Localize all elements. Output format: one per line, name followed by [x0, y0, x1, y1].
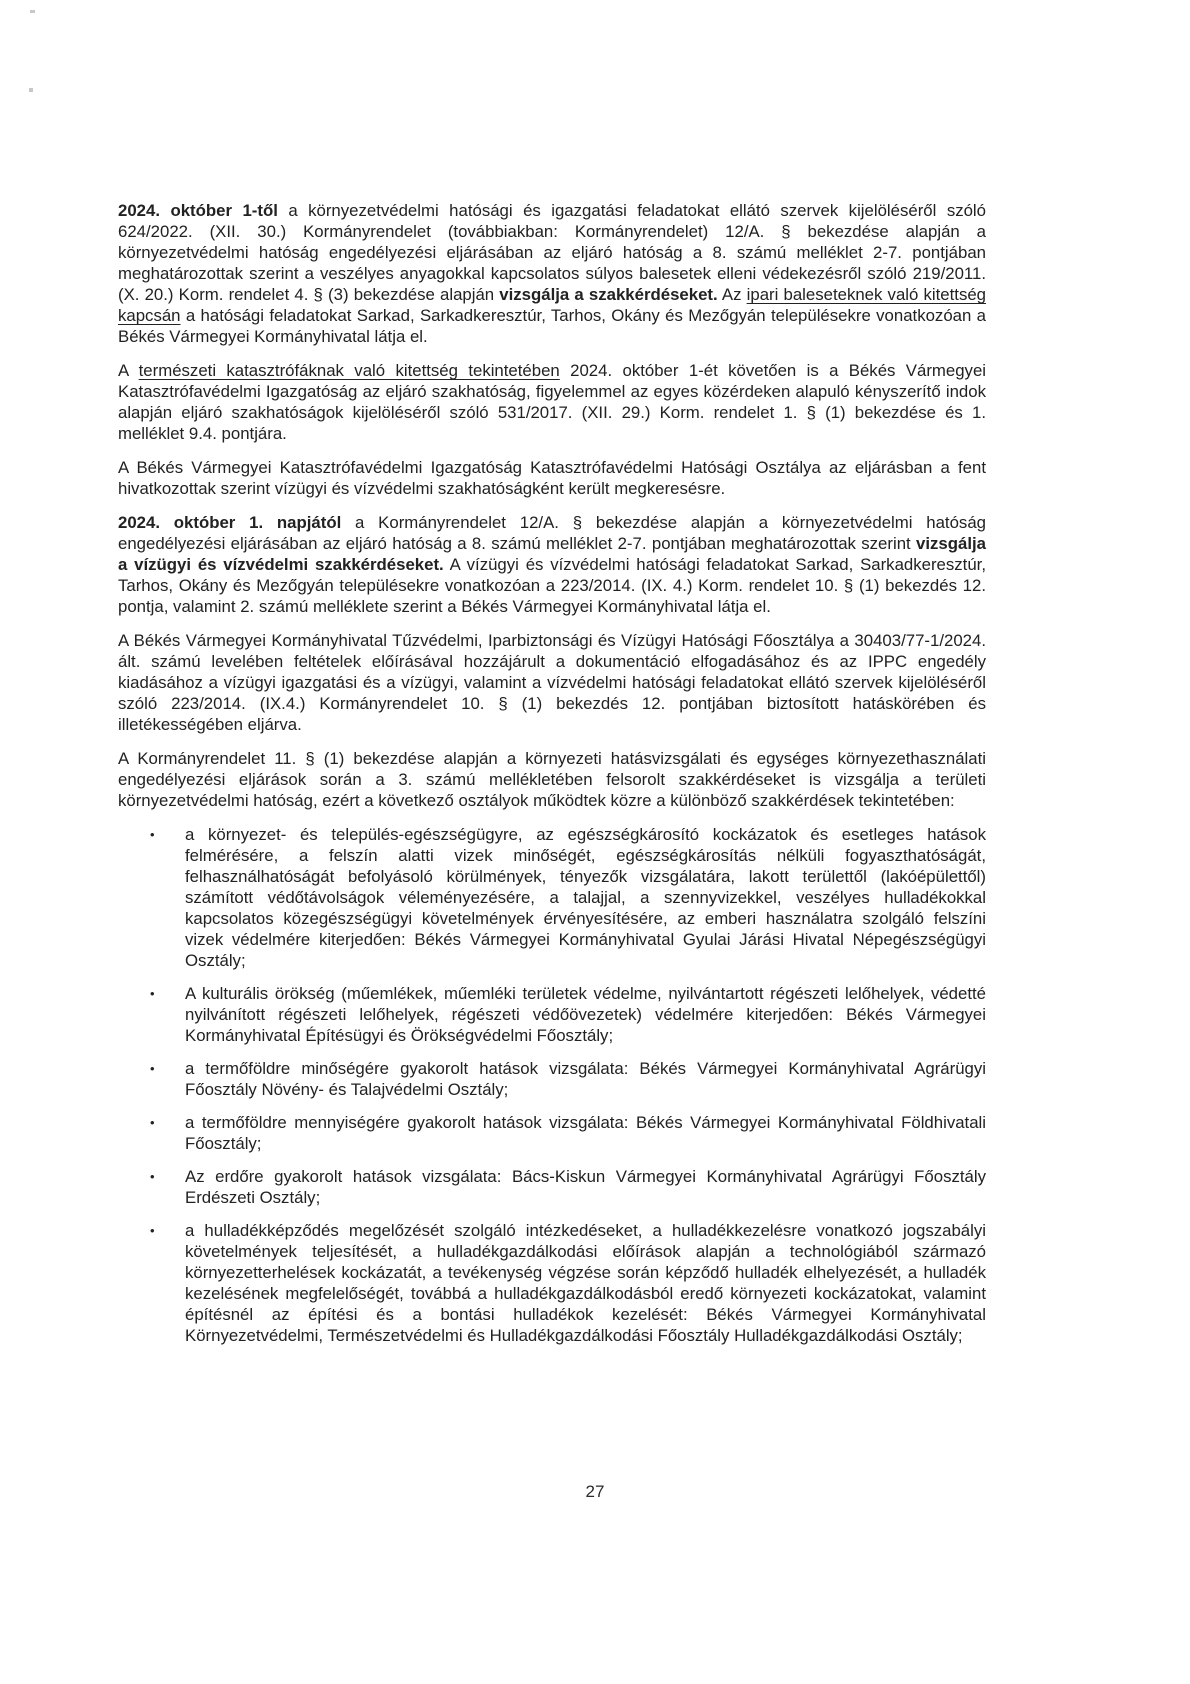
- bold-text: vizsgálja a vízügyi és vízvédelmi szakkérdéseket.: [118, 534, 986, 574]
- paragraph: [118, 512, 986, 617]
- body-text: A: [118, 361, 139, 380]
- bullet-text: [185, 1058, 986, 1100]
- paragraph: [118, 457, 986, 499]
- bullet-text: [185, 1220, 986, 1346]
- bullet-item: [118, 1166, 986, 1208]
- body-text: a hatósági feladatokat Sarkad, Sarkadkeresztúr, Tarhos, Okány és Mezőgyán településekre vonatkozóan a Békés Vármegyei Kormányhivatal látja el.: [118, 306, 986, 346]
- body-text: a termőföldre mennyiségére gyakorolt hatások vizsgálata: Békés Vármegyei Kormányhivatal Földhivatali Főosztály;: [185, 1113, 986, 1153]
- underlined-text: ipari baleseteknek való kitettség kapcsán: [118, 285, 986, 325]
- paragraph: [118, 630, 986, 735]
- body-text: a hulladékképződés megelőzését szolgáló intézkedéseket, a hulladékkezelésre vonatkozó jogszabályi követelmények teljesítését, a hulladékgazdálkodási előírások alapján a technológiából származó környezetterhelések kockázatát, a tevékenység végzése során képződő hulladék elhelyezését, a hulladék kezelésének megfelelőségét, továbbá a hulladékgazdálkodásból eredő környezeti kockázatokat, valamint építésnél az építési és a bontási hulladékok kezelését: Békés Vármegyei Kormányhivatal Környezetvédelmi, Természetvédelmi és Hulladékgazdálkodási Főosztály Hulladékgazdálkodási Osztály;: [185, 1221, 986, 1345]
- body-text: a környezet- és település-egészségügyre, az egészségkárosító kockázatok és esetleges hatások felmérésére, a felszín alatti vizek minőségét, egészségkárosítás nélküli fogyaszthatóságát, felhasználhatóságát befolyásoló körülmények, tényezők vizsgálatára, lakott területtől (lakóépülettől) számított védőtávolságok véleményezésére, a talajjal, a szennyvizekkel, veszélyes hulladékokkal kapcsolatos közegészségügyi követelmények érvényesítésére, az emberi használatra szolgáló felszíni vizek védelmére kiterjedően: Békés Vármegyei Kormányhivatal Gyulai Járási Hivatal Népegészségügyi Osztály;: [185, 825, 986, 970]
- body-text: A Kormányrendelet 11. § (1) bekezdése alapján a környezeti hatásvizsgálati és egységes környezethasználati engedélyezési eljárások során a 3. számú mellékletében felsorolt szakkérdéseket is vizsgálja a területi környezetvédelmi hatóság, ezért a következő osztályok működtek közre a különböző szakkérdések tekintetében:: [118, 749, 986, 810]
- body-text: a Kormányrendelet 12/A. § bekezdése alapján a környezetvédelmi hatóság engedélyezési eljárásában az eljáró hatóság a 8. számú melléklet 2-7. pontjában meghatározottak szerint: [118, 513, 986, 553]
- body-text: A Békés Vármegyei Katasztrófavédelmi Igazgatóság Katasztrófavédelmi Hatósági Osztálya az eljárásban a fent hivatkozottak szerint vízügyi és vízvédelmi szakhatóságként került megkeresésre.: [118, 458, 986, 498]
- bullet-text: [185, 824, 986, 971]
- body-text: a környezetvédelmi hatósági és igazgatási feladatokat ellátó szervek kijelöléséről szóló 624/2022. (XII. 30.) Kormányrendelet (továbbiakban: Kormányrendelet) 12/A. § bekezdése alapján a környezetvédelmi hatóság engedélyezési eljárásában az eljáró hatóság a 8. számú melléklet 2-7. pontjában meghatározottak szerint a veszélyes anyagokkal kapcsolatos súlyos balesetek elleni védekezésről szóló 219/2011. (X. 20.) Korm. rendelet 4. § (3) bekezdése alapján: [118, 201, 986, 304]
- body-text: A kulturális örökség (műemlékek, műemléki területek védelme, nyilvántartott régészeti lelőhelyek, védetté nyilvánított régészeti lelőhelyek, régészeti védőövezetek) védelmére kiterjedően: Békés Vármegyei Kormányhivatal Építésügyi és Örökségvédelmi Főosztály;: [185, 984, 986, 1045]
- bullet-text: [185, 1166, 986, 1208]
- bold-text: 2024. október 1-től: [118, 201, 278, 220]
- body-text: 2024. október 1-ét követően is a Békés Vármegyei Katasztrófavédelmi Igazgatóság az eljáró szakhatóság, figyelemmel az egyes közérdeken alapuló kényszerítő indok alapján eljáró szakhatóságok kijelöléséről szóló 531/2017. (XII. 29.) Korm. rendelet 1. § (1) bekezdése és 1. melléklet 9.4. pontjára.: [118, 361, 987, 443]
- page-number: 27: [585, 1482, 605, 1501]
- document-body: [118, 200, 986, 1358]
- bold-text: vizsgálja a szakkérdéseket.: [499, 285, 718, 304]
- bullet-item: [118, 1220, 986, 1346]
- bold-text: 2024. október 1. napjától: [118, 513, 342, 532]
- bullet-icon: •: [150, 827, 155, 842]
- paragraph: [118, 360, 986, 444]
- bullet-icon: •: [150, 1061, 155, 1076]
- paragraph: [118, 200, 986, 347]
- body-text: a termőföldre minőségére gyakorolt hatások vizsgálata: Békés Vármegyei Kormányhivatal Agrárügyi Főosztály Növény- és Talajvédelmi Osztály;: [185, 1059, 986, 1099]
- bullet-icon: •: [150, 1223, 155, 1238]
- bullet-icon: •: [150, 1169, 155, 1184]
- bullet-icon: •: [150, 986, 155, 1001]
- bullet-item: [118, 983, 986, 1046]
- body-text: Az: [717, 285, 747, 304]
- underlined-text: természeti katasztrófáknak való kitettség tekintetében: [138, 361, 560, 380]
- scan-artifact: [29, 88, 33, 92]
- bullet-icon: •: [150, 1115, 155, 1130]
- bullet-item: [118, 824, 986, 971]
- bullet-text: [185, 1112, 986, 1154]
- scan-artifact: [30, 10, 35, 13]
- bullet-text: [185, 983, 986, 1046]
- bullet-item: [118, 1112, 986, 1154]
- bullet-item: [118, 1058, 986, 1100]
- body-text: Az erdőre gyakorolt hatások vizsgálata: Bács-Kiskun Vármegyei Kormányhivatal Agrárügyi Főosztály Erdészeti Osztály;: [185, 1167, 986, 1207]
- paragraph: [118, 748, 986, 811]
- body-text: A Békés Vármegyei Kormányhivatal Tűzvédelmi, Iparbiztonsági és Vízügyi Hatósági Főosztálya a 30403/77-1/2024. ált. számú levelében feltételek előírásával hozzájárult a dokumentáció elfogadásához és az IPPC engedély kiadásához a vízügyi igazgatási és a vízügyi, valamint a vízvédelmi hatósági feladatokat ellátó szervek kijelöléséről szóló 223/2014. (IX.4.) Kormányrendelet 10. § (1) bekezdés 12. pontjában biztosított hatáskörében és illetékességében eljárva.: [118, 631, 986, 734]
- body-text: A vízügyi és vízvédelmi hatósági feladatokat Sarkad, Sarkadkeresztúr, Tarhos, Okány és Mezőgyán településekre vonatkozóan a 223/2014. (IX. 4.) Korm. rendelet 10. § (1) bekezdés 12. pontja, valamint 2. számú melléklete szerint a Békés Vármegyei Kormányhivatal látja el.: [118, 555, 986, 616]
